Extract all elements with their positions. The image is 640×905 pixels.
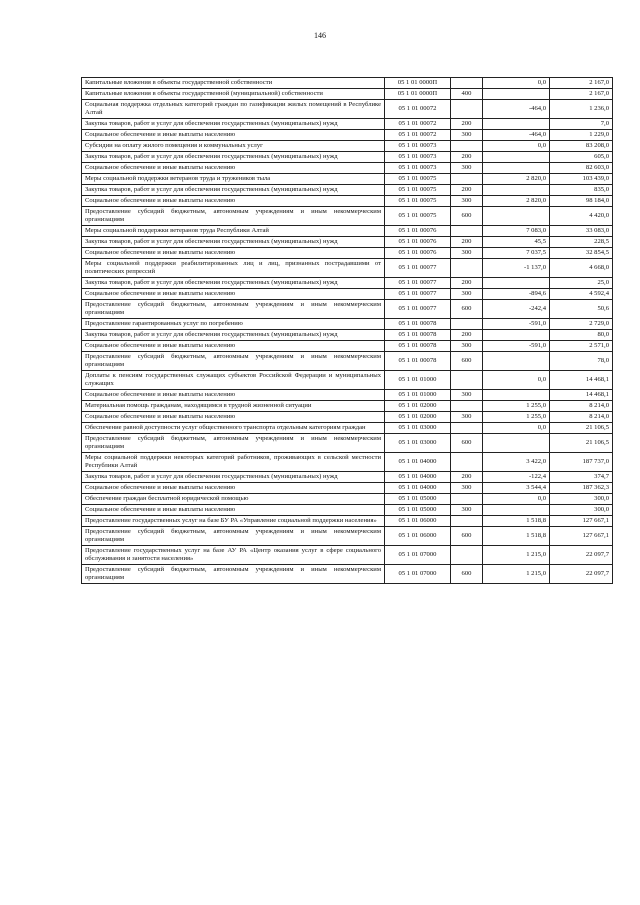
- row-change-cell: 1 518,8: [483, 516, 550, 527]
- row-change-cell: -1 137,0: [483, 259, 550, 278]
- row-expense-type-cell: [451, 371, 483, 390]
- row-change-cell: 1 518,8: [483, 527, 550, 546]
- row-expense-type-cell: [451, 78, 483, 89]
- row-code-cell: 05 1 01 00073: [385, 152, 451, 163]
- row-total-cell: 32 854,5: [550, 248, 613, 259]
- row-name-cell: Социальное обеспечение и иные выплаты населению: [82, 341, 385, 352]
- row-change-cell: 1 215,0: [483, 565, 550, 584]
- row-change-cell: 45,5: [483, 237, 550, 248]
- row-name-cell: Меры социальной поддержки реабилитированных лиц и лиц, признанных пострадавшими от политических репрессий: [82, 259, 385, 278]
- row-name-cell: Закупка товаров, работ и услуг для обеспечения государственных (муниципальных) нужд: [82, 237, 385, 248]
- row-name-cell: Закупка товаров, работ и услуг для обеспечения государственных (муниципальных) нужд: [82, 119, 385, 130]
- row-total-cell: 2 167,0: [550, 78, 613, 89]
- row-total-cell: 4 592,4: [550, 289, 613, 300]
- row-total-cell: 83 208,0: [550, 141, 613, 152]
- row-change-cell: [483, 163, 550, 174]
- row-name-cell: Предоставление субсидий бюджетным, автономным учреждениям и иным некоммерческим организациям: [82, 352, 385, 371]
- row-expense-type-cell: 200: [451, 237, 483, 248]
- row-code-cell: 05 1 01 00072: [385, 119, 451, 130]
- row-total-cell: 22 097,7: [550, 546, 613, 565]
- row-expense-type-cell: 300: [451, 289, 483, 300]
- table-row: [82, 390, 613, 401]
- row-expense-type-cell: 600: [451, 207, 483, 226]
- table-row: [82, 423, 613, 434]
- row-total-cell: 33 083,0: [550, 226, 613, 237]
- row-change-cell: 7 083,0: [483, 226, 550, 237]
- row-change-cell: 2 820,0: [483, 174, 550, 185]
- table-row: [82, 453, 613, 472]
- row-total-cell: 2 729,0: [550, 319, 613, 330]
- row-change-cell: [483, 278, 550, 289]
- row-expense-type-cell: 200: [451, 278, 483, 289]
- row-code-cell: 05 1 01 00076: [385, 237, 451, 248]
- row-name-cell: Социальное обеспечение и иные выплаты населению: [82, 505, 385, 516]
- table-row: [82, 516, 613, 527]
- row-name-cell: Предоставление субсидий бюджетным, автономным учреждениям и иным некоммерческим организациям: [82, 527, 385, 546]
- row-name-cell: Социальное обеспечение и иные выплаты населению: [82, 390, 385, 401]
- table-row: [82, 546, 613, 565]
- row-code-cell: 05 1 01 00075: [385, 185, 451, 196]
- row-code-cell: 05 1 01 00078: [385, 352, 451, 371]
- row-code-cell: 05 1 01 00073: [385, 163, 451, 174]
- table-row: [82, 341, 613, 352]
- table-row: [82, 300, 613, 319]
- row-total-cell: 4 420,0: [550, 207, 613, 226]
- row-change-cell: -591,0: [483, 341, 550, 352]
- row-name-cell: Социальное обеспечение и иные выплаты населению: [82, 163, 385, 174]
- row-change-cell: [483, 152, 550, 163]
- row-expense-type-cell: 200: [451, 152, 483, 163]
- page-number: 146: [314, 31, 326, 40]
- row-expense-type-cell: [451, 546, 483, 565]
- row-name-cell: Предоставление государственных услуг на базе БУ РА «Управление социальной поддержки населения»: [82, 516, 385, 527]
- row-total-cell: 25,0: [550, 278, 613, 289]
- row-total-cell: 187 737,0: [550, 453, 613, 472]
- row-change-cell: 7 037,5: [483, 248, 550, 259]
- row-expense-type-cell: 300: [451, 390, 483, 401]
- row-total-cell: 103 439,0: [550, 174, 613, 185]
- table-row: [82, 278, 613, 289]
- row-name-cell: Социальное обеспечение и иные выплаты населению: [82, 289, 385, 300]
- table-row: [82, 505, 613, 516]
- table-row: [82, 78, 613, 89]
- row-name-cell: Капитальные вложения в объекты государственной собственности: [82, 78, 385, 89]
- row-change-cell: -242,4: [483, 300, 550, 319]
- row-expense-type-cell: 600: [451, 300, 483, 319]
- row-total-cell: 605,0: [550, 152, 613, 163]
- row-code-cell: 05 1 01 00078: [385, 319, 451, 330]
- row-change-cell: [483, 434, 550, 453]
- row-name-cell: Закупка товаров, работ и услуг для обеспечения государственных (муниципальных) нужд: [82, 278, 385, 289]
- table-row: [82, 412, 613, 423]
- row-expense-type-cell: 600: [451, 434, 483, 453]
- table-row: [82, 141, 613, 152]
- row-expense-type-cell: 400: [451, 89, 483, 100]
- row-name-cell: Материальная помощь гражданам, находящимся в трудной жизненной ситуации: [82, 401, 385, 412]
- row-code-cell: 05 1 01 00077: [385, 289, 451, 300]
- row-total-cell: 7,0: [550, 119, 613, 130]
- row-total-cell: 127 667,1: [550, 527, 613, 546]
- row-code-cell: 05 1 01 03000: [385, 434, 451, 453]
- row-code-cell: 05 1 01 02000: [385, 401, 451, 412]
- row-change-cell: [483, 185, 550, 196]
- table-row: [82, 130, 613, 141]
- row-change-cell: 1 215,0: [483, 546, 550, 565]
- row-name-cell: Социальное обеспечение и иные выплаты населению: [82, 130, 385, 141]
- row-name-cell: Закупка товаров, работ и услуг для обеспечения государственных (муниципальных) нужд: [82, 185, 385, 196]
- row-change-cell: [483, 505, 550, 516]
- row-expense-type-cell: 200: [451, 185, 483, 196]
- row-code-cell: 05 1 01 00077: [385, 278, 451, 289]
- row-code-cell: 05 1 01 05000: [385, 505, 451, 516]
- row-code-cell: 05 1 01 00077: [385, 300, 451, 319]
- row-expense-type-cell: 200: [451, 472, 483, 483]
- row-name-cell: Закупка товаров, работ и услуг для обеспечения государственных (муниципальных) нужд: [82, 330, 385, 341]
- row-expense-type-cell: [451, 174, 483, 185]
- table-row: [82, 494, 613, 505]
- row-total-cell: 14 468,1: [550, 371, 613, 390]
- row-expense-type-cell: [451, 319, 483, 330]
- row-total-cell: 1 236,0: [550, 100, 613, 119]
- row-name-cell: Предоставление субсидий бюджетным, автономным учреждениям и иным некоммерческим организациям: [82, 207, 385, 226]
- row-change-cell: -894,6: [483, 289, 550, 300]
- row-name-cell: Обеспечение равной доступности услуг общественного транспорта отдельным категориям граждан: [82, 423, 385, 434]
- row-expense-type-cell: [451, 516, 483, 527]
- row-change-cell: 3 422,0: [483, 453, 550, 472]
- row-expense-type-cell: [451, 423, 483, 434]
- row-expense-type-cell: [451, 453, 483, 472]
- row-change-cell: 0,0: [483, 423, 550, 434]
- row-total-cell: 82 603,0: [550, 163, 613, 174]
- row-total-cell: 300,0: [550, 494, 613, 505]
- table-row: [82, 248, 613, 259]
- row-change-cell: -591,0: [483, 319, 550, 330]
- table-row: [82, 89, 613, 100]
- row-code-cell: 05 1 01 05000: [385, 494, 451, 505]
- table-row: [82, 289, 613, 300]
- row-change-cell: 0,0: [483, 141, 550, 152]
- table-row: [82, 434, 613, 453]
- row-code-cell: 05 1 01 04000: [385, 453, 451, 472]
- row-name-cell: Предоставление субсидий бюджетным, автономным учреждениям и иным некоммерческим организациям: [82, 300, 385, 319]
- row-name-cell: Социальное обеспечение и иные выплаты населению: [82, 196, 385, 207]
- table-row: [82, 319, 613, 330]
- row-code-cell: 05 1 01 06000: [385, 516, 451, 527]
- row-expense-type-cell: 300: [451, 130, 483, 141]
- row-expense-type-cell: [451, 259, 483, 278]
- row-code-cell: 05 1 01 01000: [385, 371, 451, 390]
- row-expense-type-cell: 200: [451, 119, 483, 130]
- row-code-cell: 05 1 01 07000: [385, 546, 451, 565]
- row-total-cell: 78,0: [550, 352, 613, 371]
- row-code-cell: 05 1 01 03000: [385, 423, 451, 434]
- table-row: [82, 371, 613, 390]
- table-row: [82, 196, 613, 207]
- row-total-cell: 2 571,0: [550, 341, 613, 352]
- row-expense-type-cell: 300: [451, 412, 483, 423]
- row-name-cell: Социальное обеспечение и иные выплаты населению: [82, 248, 385, 259]
- row-change-cell: [483, 352, 550, 371]
- row-total-cell: 127 667,1: [550, 516, 613, 527]
- row-code-cell: 05 1 01 0000П: [385, 78, 451, 89]
- row-name-cell: Предоставление субсидий бюджетным, автономным учреждениям и иным некоммерческим организациям: [82, 434, 385, 453]
- row-code-cell: 05 1 01 01000: [385, 390, 451, 401]
- row-name-cell: Предоставление государственных услуг на базе АУ РА «Центр оказания услуг в сфере социального обслуживания и занятости населения»: [82, 546, 385, 565]
- row-change-cell: -464,0: [483, 100, 550, 119]
- row-code-cell: 05 1 01 0000П: [385, 89, 451, 100]
- row-name-cell: Социальное обеспечение и иные выплаты населению: [82, 412, 385, 423]
- row-expense-type-cell: 600: [451, 527, 483, 546]
- row-expense-type-cell: 300: [451, 196, 483, 207]
- row-code-cell: 05 1 01 00078: [385, 341, 451, 352]
- row-expense-type-cell: [451, 141, 483, 152]
- table-row: [82, 330, 613, 341]
- table-row: [82, 163, 613, 174]
- table-row: [82, 259, 613, 278]
- row-code-cell: 05 1 01 00075: [385, 196, 451, 207]
- table-row: [82, 152, 613, 163]
- row-change-cell: [483, 89, 550, 100]
- table-row: [82, 237, 613, 248]
- row-name-cell: Социальная поддержка отдельных категорий граждан по газификации жилых помещений в Республике Алтай: [82, 100, 385, 119]
- row-change-cell: [483, 119, 550, 130]
- row-total-cell: 8 214,0: [550, 412, 613, 423]
- row-expense-type-cell: 600: [451, 352, 483, 371]
- row-change-cell: 0,0: [483, 371, 550, 390]
- row-total-cell: 300,0: [550, 505, 613, 516]
- row-expense-type-cell: 300: [451, 341, 483, 352]
- row-code-cell: 05 1 01 00075: [385, 174, 451, 185]
- row-code-cell: 05 1 01 00078: [385, 330, 451, 341]
- row-total-cell: 21 106,5: [550, 434, 613, 453]
- row-code-cell: 05 1 01 00075: [385, 207, 451, 226]
- row-expense-type-cell: [451, 401, 483, 412]
- row-expense-type-cell: [451, 494, 483, 505]
- row-total-cell: 14 468,1: [550, 390, 613, 401]
- row-change-cell: [483, 207, 550, 226]
- row-expense-type-cell: 600: [451, 565, 483, 584]
- row-name-cell: Капитальные вложения в объекты государственной (муниципальной) собственности: [82, 89, 385, 100]
- row-total-cell: 835,0: [550, 185, 613, 196]
- row-change-cell: 0,0: [483, 494, 550, 505]
- row-change-cell: [483, 390, 550, 401]
- table-row: [82, 174, 613, 185]
- row-expense-type-cell: 300: [451, 248, 483, 259]
- table-row: [82, 565, 613, 584]
- table-row: [82, 226, 613, 237]
- table-row: [82, 527, 613, 546]
- row-code-cell: 05 1 01 00072: [385, 130, 451, 141]
- row-total-cell: 187 362,3: [550, 483, 613, 494]
- row-total-cell: 228,5: [550, 237, 613, 248]
- budget-table: [81, 77, 613, 584]
- row-name-cell: Меры социальной поддержки ветеранов труда Республики Алтай: [82, 226, 385, 237]
- row-change-cell: 1 255,0: [483, 412, 550, 423]
- row-change-cell: 2 820,0: [483, 196, 550, 207]
- row-code-cell: 05 1 01 07000: [385, 565, 451, 584]
- row-name-cell: Предоставление субсидий бюджетным, автономным учреждениям и иным некоммерческим организациям: [82, 565, 385, 584]
- table-row: [82, 483, 613, 494]
- row-name-cell: Меры социальной поддержки некоторых категорий работников, проживающих в сельской местности Республики Алтай: [82, 453, 385, 472]
- row-code-cell: 05 1 01 00072: [385, 100, 451, 119]
- table-row: [82, 119, 613, 130]
- row-code-cell: 05 1 01 02000: [385, 412, 451, 423]
- row-name-cell: Социальное обеспечение и иные выплаты населению: [82, 483, 385, 494]
- table-row: [82, 207, 613, 226]
- table-row: [82, 472, 613, 483]
- row-change-cell: -464,0: [483, 130, 550, 141]
- row-name-cell: Закупка товаров, работ и услуг для обеспечения государственных (муниципальных) нужд: [82, 152, 385, 163]
- row-name-cell: Субсидии на оплату жилого помещения и коммунальных услуг: [82, 141, 385, 152]
- table-row: [82, 185, 613, 196]
- row-total-cell: 98 184,0: [550, 196, 613, 207]
- row-expense-type-cell: 300: [451, 483, 483, 494]
- row-name-cell: Доплаты к пенсиям государственных служащих субъектов Российской Федерации и муниципальных служащих: [82, 371, 385, 390]
- row-code-cell: 05 1 01 04000: [385, 472, 451, 483]
- row-total-cell: 50,6: [550, 300, 613, 319]
- row-change-cell: 3 544,4: [483, 483, 550, 494]
- row-name-cell: Обеспечение граждан бесплатной юридической помощью: [82, 494, 385, 505]
- row-change-cell: 1 255,0: [483, 401, 550, 412]
- table-row: [82, 100, 613, 119]
- row-change-cell: 0,0: [483, 78, 550, 89]
- row-code-cell: 05 1 01 04000: [385, 483, 451, 494]
- row-expense-type-cell: 300: [451, 505, 483, 516]
- row-name-cell: Предоставление гарантированных услуг по погребению: [82, 319, 385, 330]
- row-expense-type-cell: [451, 226, 483, 237]
- table-row: [82, 352, 613, 371]
- row-code-cell: 05 1 01 00076: [385, 248, 451, 259]
- row-total-cell: 4 668,0: [550, 259, 613, 278]
- row-total-cell: 2 167,0: [550, 89, 613, 100]
- row-total-cell: 22 097,7: [550, 565, 613, 584]
- row-code-cell: 05 1 01 00073: [385, 141, 451, 152]
- row-expense-type-cell: [451, 100, 483, 119]
- row-change-cell: [483, 330, 550, 341]
- row-expense-type-cell: 300: [451, 163, 483, 174]
- row-code-cell: 05 1 01 00077: [385, 259, 451, 278]
- budget-table-body: [82, 78, 613, 584]
- table-row: [82, 401, 613, 412]
- row-code-cell: 05 1 01 06000: [385, 527, 451, 546]
- row-name-cell: Меры социальной поддержки ветеранов труда и тружеников тыла: [82, 174, 385, 185]
- row-total-cell: 374,7: [550, 472, 613, 483]
- row-expense-type-cell: 200: [451, 330, 483, 341]
- row-total-cell: 80,0: [550, 330, 613, 341]
- row-total-cell: 21 106,5: [550, 423, 613, 434]
- row-change-cell: -122,4: [483, 472, 550, 483]
- row-total-cell: 1 229,0: [550, 130, 613, 141]
- row-name-cell: Закупка товаров, работ и услуг для обеспечения государственных (муниципальных) нужд: [82, 472, 385, 483]
- row-total-cell: 8 214,0: [550, 401, 613, 412]
- row-code-cell: 05 1 01 00076: [385, 226, 451, 237]
